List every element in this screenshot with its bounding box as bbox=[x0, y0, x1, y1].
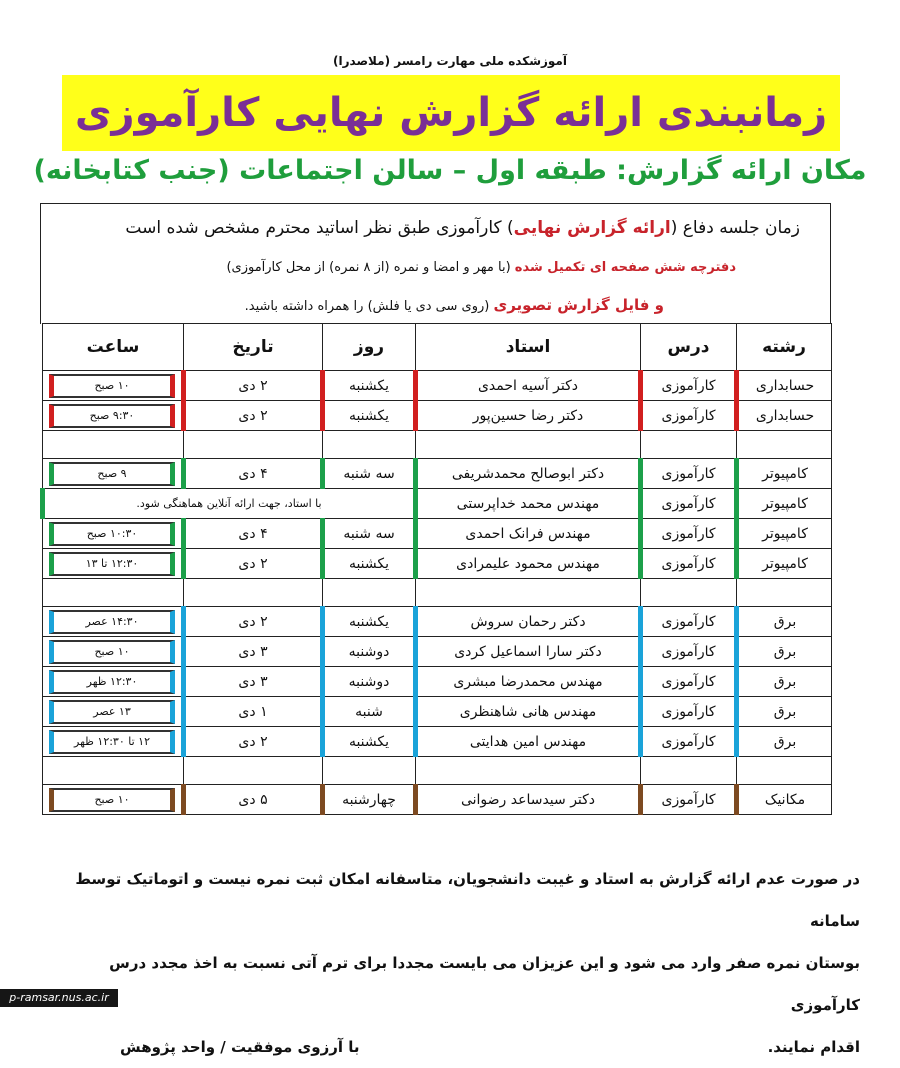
cell-time bbox=[43, 697, 184, 727]
time-badge: ۱۰:۳۰ صبح bbox=[49, 522, 175, 546]
cell-day: یکشنبه bbox=[323, 727, 416, 757]
cell-professor: مهندس امین هدایتی bbox=[416, 727, 641, 757]
cell-lesson: کارآموزی bbox=[641, 785, 737, 815]
cell-time bbox=[43, 637, 184, 667]
schedule-table bbox=[40, 323, 832, 815]
cell-professor: دکتر رحمان سروش bbox=[416, 607, 641, 637]
cell-time bbox=[43, 607, 184, 637]
table-row bbox=[43, 549, 832, 579]
cell-day: دوشنبه bbox=[323, 637, 416, 667]
table-row bbox=[43, 371, 832, 401]
time-badge: ۱۳ عصر bbox=[49, 700, 175, 724]
table-row bbox=[43, 637, 832, 667]
cell-major: مکانیک bbox=[737, 785, 832, 815]
page-title: زمانبندی ارائه گزارش نهایی کارآموزی bbox=[74, 90, 828, 136]
cell-professor: دکتر آسیه احمدی bbox=[416, 371, 641, 401]
presentation-place: مکان ارائه گزارش: طبقه اول – سالن اجتماعات (جنب کتابخانه) bbox=[33, 155, 867, 186]
cell-major: حسابداری bbox=[737, 371, 832, 401]
cell-date: ۴ دی bbox=[184, 519, 323, 549]
time-badge: ۹ صبح bbox=[49, 462, 175, 486]
header-professor: استاد bbox=[416, 324, 641, 371]
table-row bbox=[43, 519, 832, 549]
cell-day: شنبه bbox=[323, 697, 416, 727]
time-badge: ۱۲:۳۰ تا ۱۳ bbox=[49, 552, 175, 576]
cell-time bbox=[43, 549, 184, 579]
footer-line-2: بوستان نمره صفر وارد می شود و این عزیزان می بایست مجددا برای ترم آتی نسبت به اخذ مجدد درس کارآموزی bbox=[109, 954, 860, 1014]
cell-time bbox=[43, 371, 184, 401]
cell-major: برق bbox=[737, 667, 832, 697]
cell-lesson: کارآموزی bbox=[641, 727, 737, 757]
info-line-1 bbox=[61, 218, 800, 238]
cell-date: ۵ دی bbox=[184, 785, 323, 815]
cell-date: ۲ دی bbox=[184, 371, 323, 401]
spacer-row bbox=[43, 431, 832, 459]
info-text: زمان جلسه دفاع ( bbox=[670, 218, 800, 238]
footer-line-3 bbox=[40, 1026, 860, 1068]
table-row bbox=[43, 727, 832, 757]
cell-professor: مهندس هانی شاهنظری bbox=[416, 697, 641, 727]
cell-major: برق bbox=[737, 727, 832, 757]
header-date: تاریخ bbox=[184, 324, 323, 371]
cell-time bbox=[43, 667, 184, 697]
header-lesson: درس bbox=[641, 324, 737, 371]
time-badge: ۹:۳۰ صبح bbox=[49, 404, 175, 428]
table-row bbox=[43, 489, 832, 519]
time-badge: ۱۲ تا ۱۲:۳۰ ظهر bbox=[49, 730, 175, 754]
footer-action: اقدام نمایند. bbox=[767, 1038, 860, 1056]
cell-date: ۲ دی bbox=[184, 727, 323, 757]
cell-date: ۲ دی bbox=[184, 549, 323, 579]
footer-line-1: در صورت عدم ارائه گزارش به استاد و غیبت دانشجویان، متاسفانه امکان ثبت نمره نیست و اتوماتیک توسط سامانه bbox=[75, 870, 860, 930]
cell-professor: مهندس محمد خداپرستی bbox=[416, 489, 641, 519]
cell-professor: دکتر رضا حسین‌پور bbox=[416, 401, 641, 431]
site-watermark: p-ramsar.nus.ac.ir bbox=[0, 989, 118, 1007]
time-badge: ۱۰ صبح bbox=[49, 788, 175, 812]
cell-lesson: کارآموزی bbox=[641, 459, 737, 489]
cell-date: ۲ دی bbox=[184, 401, 323, 431]
header-time: ساعت bbox=[43, 324, 184, 371]
cell-professor: مهندس فرانک احمدی bbox=[416, 519, 641, 549]
header-day: روز bbox=[323, 324, 416, 371]
cell-day: یکشنبه bbox=[323, 371, 416, 401]
info-text: ) کارآموزی طبق نظر اساتید محترم مشخص شده است bbox=[125, 218, 514, 238]
footer-note bbox=[40, 858, 860, 1068]
cell-lesson: کارآموزی bbox=[641, 607, 737, 637]
cell-time bbox=[43, 401, 184, 431]
info-highlight: دفترچه شش صفحه ای تکمیل شده bbox=[514, 260, 736, 275]
cell-major: حسابداری bbox=[737, 401, 832, 431]
cell-major: کامپیوتر bbox=[737, 489, 832, 519]
cell-day: چهارشنبه bbox=[323, 785, 416, 815]
table-row bbox=[43, 697, 832, 727]
cell-time bbox=[43, 727, 184, 757]
cell-date: ۲ دی bbox=[184, 607, 323, 637]
header-major: رشته bbox=[737, 324, 832, 371]
cell-day: یکشنبه bbox=[323, 549, 416, 579]
time-badge: ۱۰ صبح bbox=[49, 640, 175, 664]
title-banner bbox=[62, 75, 840, 151]
info-highlight: ارائه گزارش نهایی bbox=[513, 218, 671, 238]
time-badge: ۱۲:۳۰ ظهر bbox=[49, 670, 175, 694]
cell-date: ۴ دی bbox=[184, 459, 323, 489]
time-badge: ۱۴:۳۰ عصر bbox=[49, 610, 175, 634]
cell-time bbox=[43, 785, 184, 815]
info-text: (با مهر و امضا و نمره (از ۸ نمره) از محل کارآموزی) bbox=[226, 260, 515, 275]
cell-day: یکشنبه bbox=[323, 607, 416, 637]
cell-major: برق bbox=[737, 607, 832, 637]
info-text: (روی سی دی یا فلش) را همراه داشته باشید. bbox=[244, 299, 494, 314]
cell-lesson: کارآموزی bbox=[641, 549, 737, 579]
cell-lesson: کارآموزی bbox=[641, 667, 737, 697]
footer-signature: با آرزوی موفقیت / واحد پژوهش bbox=[120, 1038, 360, 1056]
cell-day: سه شنبه bbox=[323, 459, 416, 489]
info-highlight: و فایل گزارش تصویری bbox=[493, 296, 664, 314]
cell-major: کامپیوتر bbox=[737, 519, 832, 549]
cell-date: ۳ دی bbox=[184, 667, 323, 697]
cell-lesson: کارآموزی bbox=[641, 637, 737, 667]
time-badge: ۱۰ صبح bbox=[49, 374, 175, 398]
institute-name: آموزشکده ملی مهارت رامسر (ملاصدرا) bbox=[333, 54, 567, 68]
cell-professor: مهندس محمدرضا مبشری bbox=[416, 667, 641, 697]
table-row bbox=[43, 607, 832, 637]
cell-major: کامپیوتر bbox=[737, 549, 832, 579]
cell-professor: مهندس محمود علیمرادی bbox=[416, 549, 641, 579]
cell-professor: دکتر سارا اسماعیل کردی bbox=[416, 637, 641, 667]
cell-professor: دکتر ابوصالح محمدشریفی bbox=[416, 459, 641, 489]
table-row bbox=[43, 401, 832, 431]
cell-major: برق bbox=[737, 697, 832, 727]
cell-date: ۳ دی bbox=[184, 637, 323, 667]
table-row bbox=[43, 667, 832, 697]
cell-lesson: کارآموزی bbox=[641, 401, 737, 431]
cell-lesson: کارآموزی bbox=[641, 489, 737, 519]
cell-major: کامپیوتر bbox=[737, 459, 832, 489]
cell-time bbox=[43, 519, 184, 549]
cell-day: سه شنبه bbox=[323, 519, 416, 549]
cell-major: برق bbox=[737, 637, 832, 667]
cell-day: یکشنبه bbox=[323, 401, 416, 431]
cell-day: دوشنبه bbox=[323, 667, 416, 697]
cell-lesson: کارآموزی bbox=[641, 697, 737, 727]
cell-time bbox=[43, 459, 184, 489]
cell-professor: دکتر سیدساعد رضوانی bbox=[416, 785, 641, 815]
online-coordination-note: با استاد، جهت ارائه آنلاین هماهنگی شود. bbox=[43, 489, 416, 519]
spacer-row bbox=[43, 579, 832, 607]
cell-lesson: کارآموزی bbox=[641, 371, 737, 401]
table-header-row bbox=[43, 324, 832, 371]
info-box bbox=[40, 203, 831, 324]
info-line-2 bbox=[61, 260, 736, 275]
table-row bbox=[43, 785, 832, 815]
table-row bbox=[43, 459, 832, 489]
spacer-row bbox=[43, 757, 832, 785]
cell-date: ۱ دی bbox=[184, 697, 323, 727]
cell-lesson: کارآموزی bbox=[641, 519, 737, 549]
info-line-3 bbox=[61, 296, 664, 314]
